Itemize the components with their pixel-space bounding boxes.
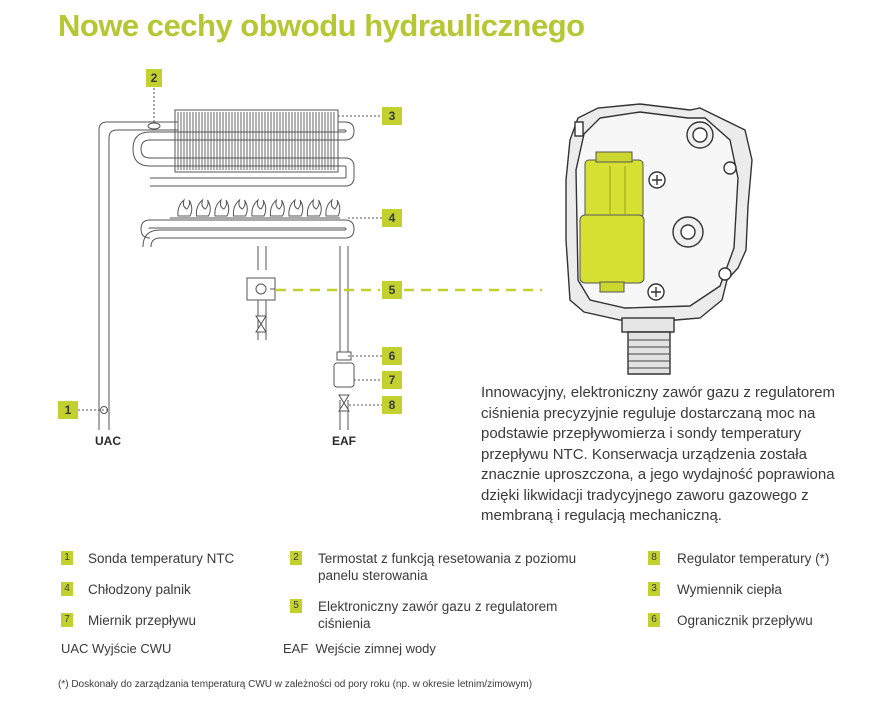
- svg-text:7: 7: [388, 373, 396, 387]
- svg-text:1: 1: [64, 403, 72, 417]
- svg-text:4: 4: [388, 211, 396, 225]
- svg-text:2: 2: [150, 71, 158, 85]
- svg-text:3: 3: [388, 109, 396, 123]
- legend-badge: 2: [290, 551, 302, 565]
- legend-badge: 5: [290, 599, 302, 613]
- legend-text: Sonda temperatury NTC: [88, 551, 235, 566]
- legend-text: Elektroniczny zawór gazu z regulatorem ciśnienia: [318, 599, 558, 631]
- legend-badge: 6: [648, 613, 660, 627]
- legend-badge: 7: [61, 613, 73, 627]
- legend-text: Termostat z funkcją resetowania z poziomu panelu sterowania: [318, 551, 577, 583]
- footnote: (*) Doskonały do zarządzania temperaturą CWU w zależności od pory roku (np. w okresie letnim/zimowym): [58, 679, 533, 690]
- svg-text:5: 5: [388, 283, 396, 297]
- eaf-label: EAF: [332, 434, 356, 448]
- description-text: Innowacyjny, elektroniczny zawór gazu z regulatorem ciśnienia precyzyjnie reguluje dostarczaną moc na podstawie przepływomierza i sondy temperatury przepływu NTC. Konserwacja urządzenia została znacznie uproszczona, a jego wydajność poprawiona dzięki likwidacji tradycyjnego zaworu gazowego z membraną i regulacją mechaniczną.: [481, 384, 836, 524]
- legend-text: Wymiennik ciepła: [677, 582, 782, 597]
- eaf-abbreviation: EAF Wejście zimnej wody: [283, 641, 436, 656]
- legend-text: Regulator temperatury (*): [677, 551, 830, 566]
- legend-badge: 4: [61, 582, 73, 596]
- legend-text: Ogranicznik przepływu: [677, 613, 813, 628]
- legend-text: Miernik przepływu: [88, 613, 197, 628]
- page-title: Nowe cechy obwodu hydraulicznego: [58, 8, 585, 43]
- legend-badge: 3: [648, 582, 660, 596]
- legend-text: Chłodzony palnik: [88, 582, 191, 597]
- uac-abbreviation: UAC Wyjście CWU: [61, 641, 172, 656]
- svg-text:6: 6: [388, 349, 396, 363]
- legend-badge: 1: [61, 551, 73, 565]
- uac-label: UAC: [95, 434, 121, 448]
- svg-text:8: 8: [388, 398, 396, 412]
- legend-badge: 8: [648, 551, 660, 565]
